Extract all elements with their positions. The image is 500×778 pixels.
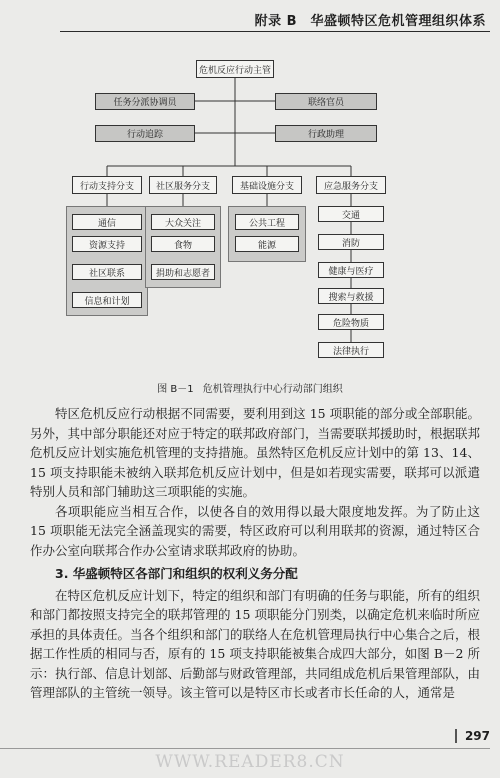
branch-infrastructure: 基础设施分支	[232, 176, 302, 194]
paragraph-1: 特区危机反应行动根据不同需要，要利用到这 15 项职能的部分或全部职能。另外，其中部分职能还对应于特定的联邦政府部门，当需要联邦援助时，根据联邦危机反应计划实施危机管理的支持措施。虽然特区危机反应计划中的第 13、14、15 项支持职能未被纳入联邦危机反应计划中，但是如若现实需要，联邦可以派遣特别人员和部门辅助这三项职能的实施。	[30, 406, 481, 499]
item-resource-support: 资源支持	[72, 236, 142, 252]
item-public-works: 公共工程	[235, 214, 299, 230]
figure-number: 图 B－1	[157, 384, 194, 395]
item-hazardous-materials: 危险物质	[318, 314, 384, 330]
figure-title: 危机管理执行中心行动部门组织	[202, 384, 343, 395]
staff-admin-assistant: 行政助理	[275, 125, 377, 142]
item-info-planning: 信息和计划	[72, 292, 142, 308]
org-chart	[0, 38, 500, 395]
figure-caption	[0, 380, 500, 395]
branch-emergency-services: 应急服务分支	[316, 176, 386, 194]
staff-task-coordinator: 任务分派协调员	[95, 93, 195, 110]
item-law-enforcement: 法律执行	[318, 342, 384, 358]
item-mass-care: 大众关注	[151, 214, 215, 230]
item-energy: 能源	[235, 236, 299, 252]
item-firefighting: 消防	[318, 234, 384, 250]
header-rule	[60, 31, 490, 32]
item-donations-volunteers: 捐助和志愿者	[151, 264, 215, 280]
staff-operations-tracking: 行动追踪	[95, 125, 195, 142]
footer-rule	[0, 748, 490, 749]
branch-community-services: 社区服务分支	[149, 176, 217, 194]
item-transportation: 交通	[318, 206, 384, 222]
item-communications: 通信	[72, 214, 142, 230]
item-search-rescue: 搜索与救援	[318, 288, 384, 304]
item-community-liaison: 社区联系	[72, 264, 142, 280]
site-watermark: WWW.READER8.CN	[155, 752, 345, 772]
section-heading: 3. 华盛顿特区各部门和组织的权利义务分配	[55, 566, 298, 581]
running-header	[0, 8, 500, 32]
page-number: 297	[455, 729, 490, 743]
running-header-title: 附录 B 华盛顿特区危机管理组织体系	[254, 14, 486, 29]
paragraph-3: 在特区危机反应计划下，特定的组织和部门有明确的任务与职能，所有的组织和部门都按照支持完全的联邦管理的 15 项职能分门别类，以确定危机来临时所应承担的具体责任。当各个组织和部门的联络人在危机管理局执行中心集合之后，根据工作性质的相同与否，原有的 15 项支持职能被集合成四大部分，如图 B－2 所示：执行部、信息计划部、后勤部与财政管理部，共同组成危机后果管理部队，由管理部队的主管统一领导。该主管可以是特区市长或者市长任命的人，通常是	[30, 587, 481, 700]
item-food: 食物	[151, 236, 215, 252]
body-text	[30, 404, 480, 703]
director-box: 危机反应行动主管	[196, 60, 274, 78]
branch-operations-support: 行动支持分支	[72, 176, 142, 194]
staff-liaison-officer: 联络官员	[275, 93, 377, 110]
paragraph-2: 各项职能应当相互合作，以使各自的效用得以最大限度地发挥。为了防止这 15 项职能无法完全涵盖现实的需要，特区政府可以利用联邦的资源，通过特区合作办公室向联邦合作办公室请求联邦政府的协助。	[30, 503, 480, 558]
item-health-medical: 健康与医疗	[318, 262, 384, 278]
